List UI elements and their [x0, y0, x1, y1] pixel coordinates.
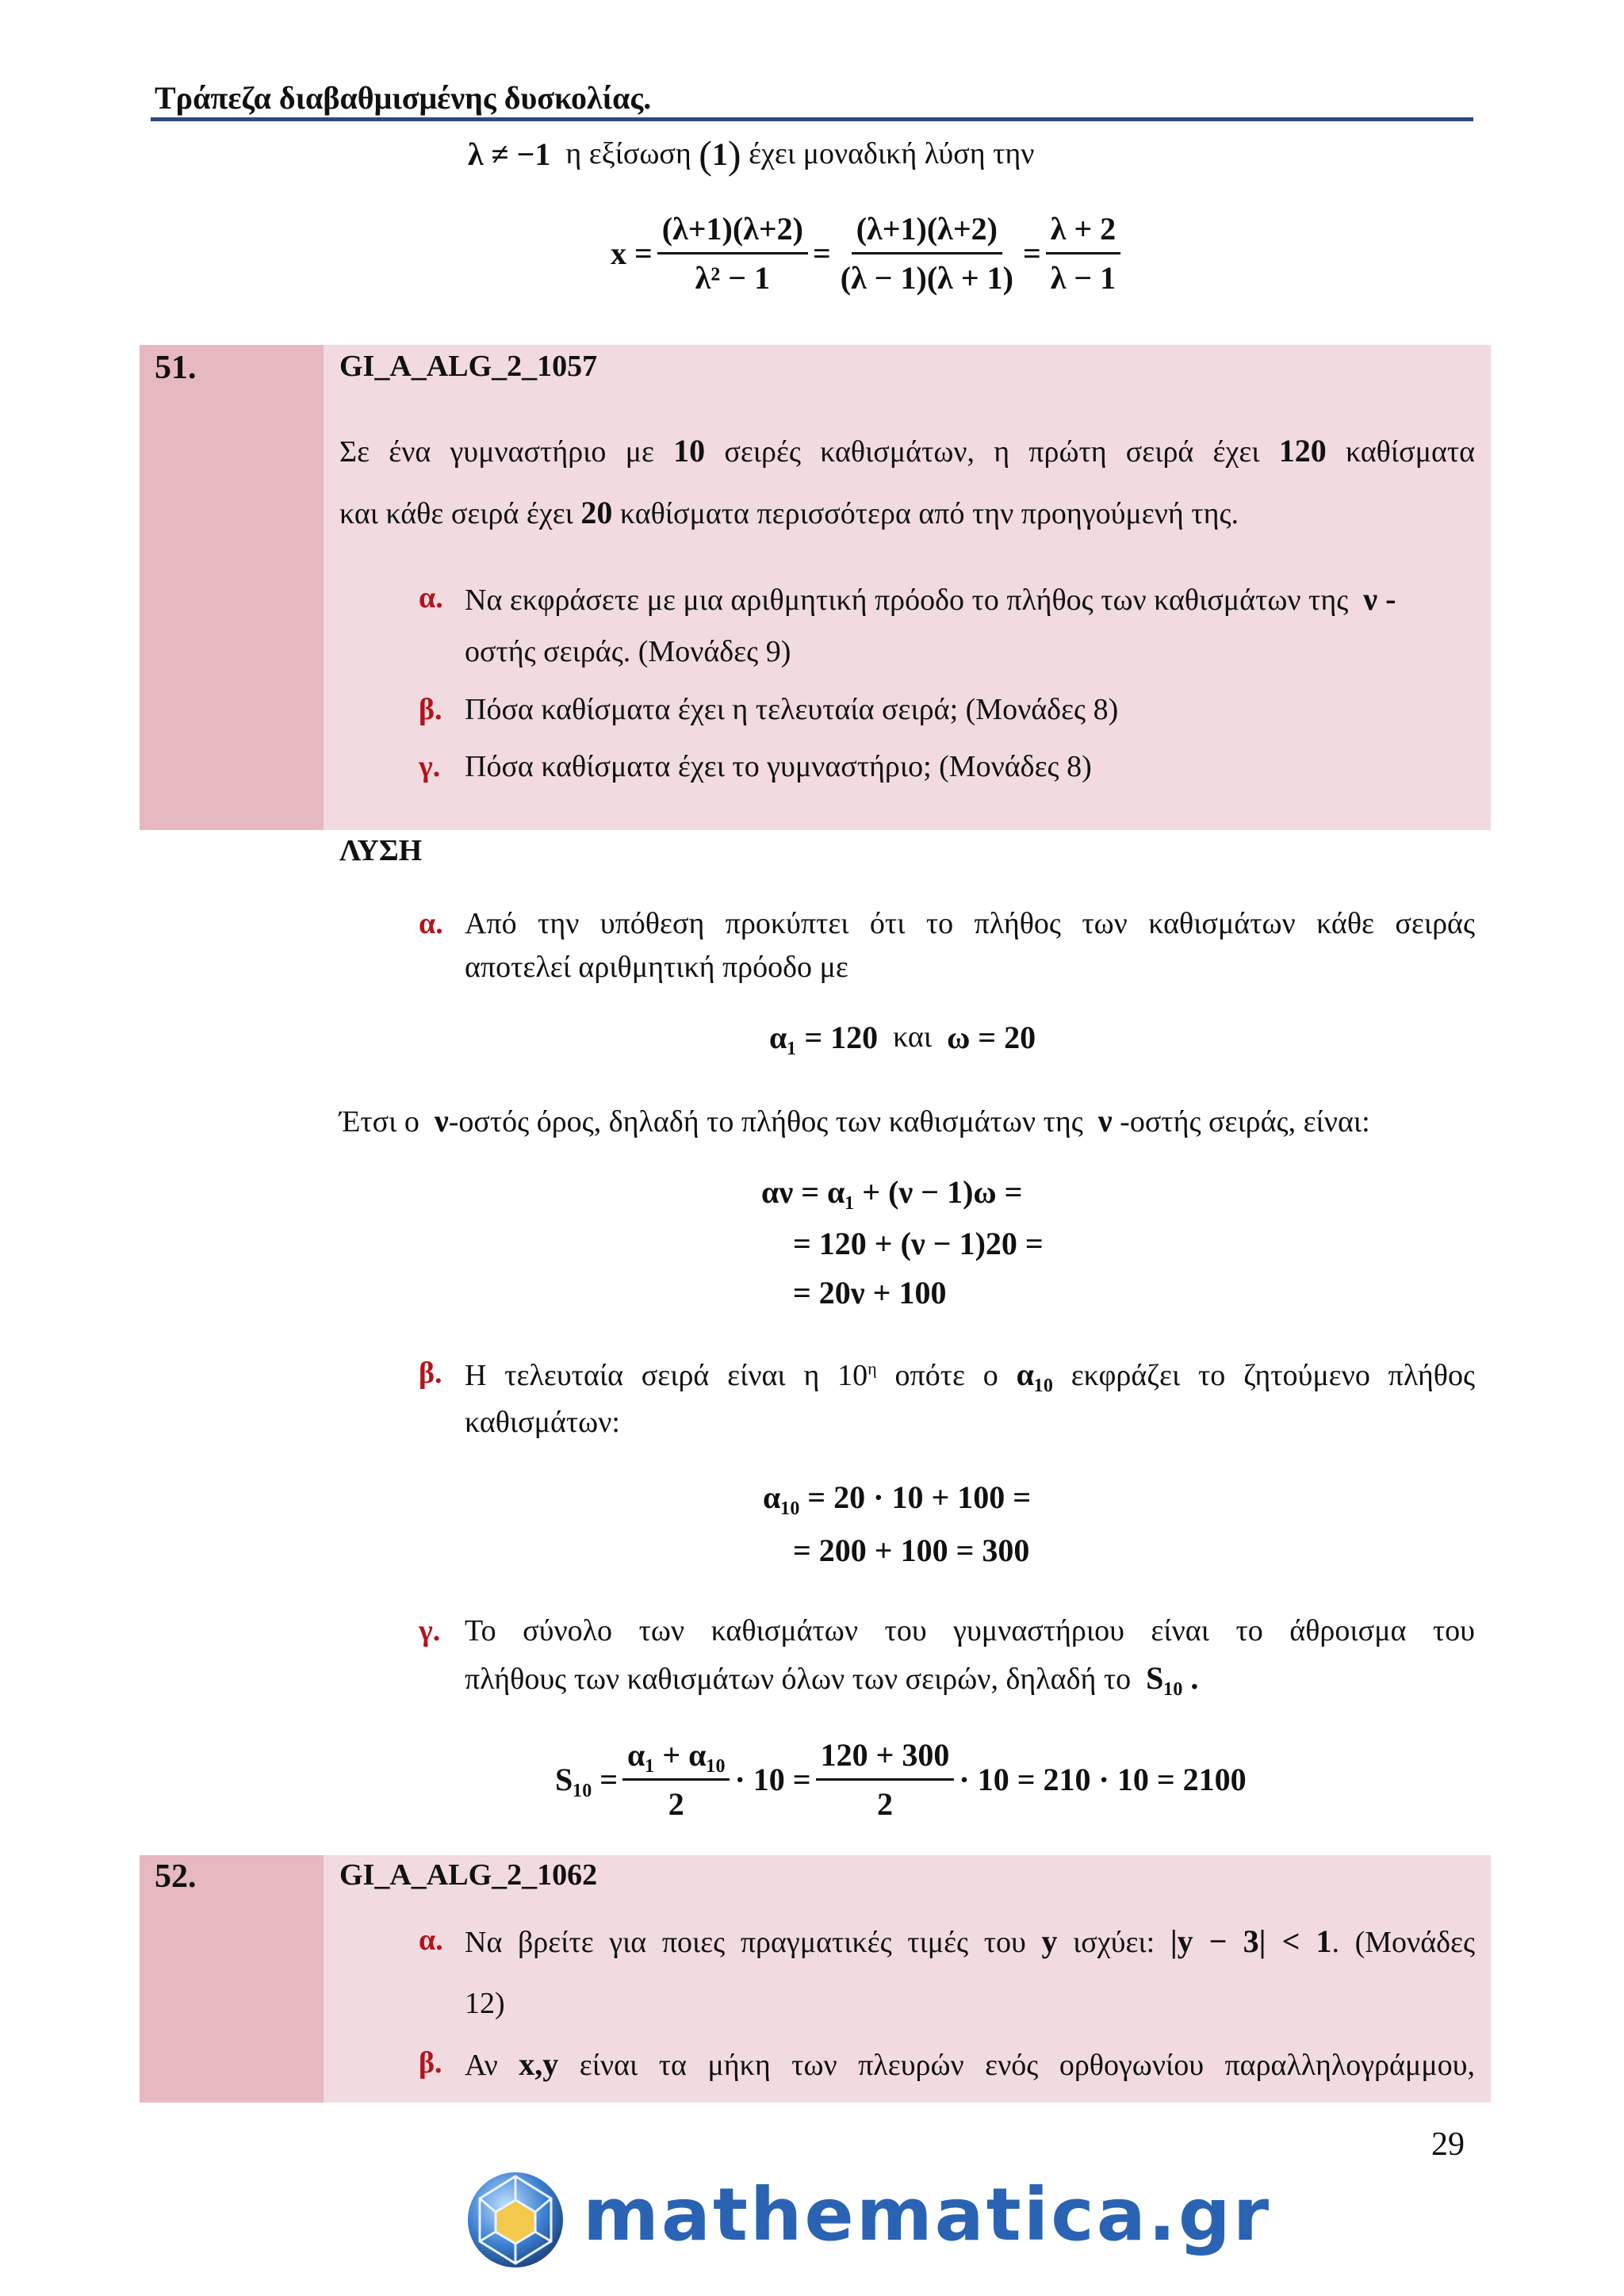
sol-b-label: β. [419, 1357, 442, 1390]
sol-s-fraction-2 [816, 1736, 955, 1823]
prev-x-var: x [611, 235, 626, 271]
p51-stmt-c: καθίσματα [1345, 435, 1476, 469]
prev-eq-paren-open: ( [699, 132, 712, 177]
sol-sum-formula [555, 1736, 1247, 1823]
sol-a-eq-left: α₁ = 120 [769, 1020, 879, 1055]
p51-qa-var: ν - [1363, 581, 1396, 617]
p51-qa-line-1 [465, 580, 1475, 619]
sol-nth-term-line [339, 1102, 1370, 1141]
prev-condition-math: λ ≠ −1 [468, 136, 551, 172]
header-rule [151, 117, 1473, 121]
p52-qa-label: α. [419, 1923, 443, 1957]
p52-qa-var: y [1041, 1923, 1058, 1959]
prev-frac1-den: λ² − 1 [695, 260, 771, 296]
sol-b-line-1 [465, 1356, 1475, 1395]
prev-condition-line [468, 131, 1034, 178]
p51-stmt-b: σειρές καθισμάτων, η πρώτη σειρά έχει [724, 435, 1260, 469]
p51-stmt-n1: 10 [673, 433, 706, 469]
p52-qb-text1: Αν [465, 2049, 498, 2082]
p52-qa-text: Να βρείτε για ποιες πραγματικές τιμές του [465, 1926, 1026, 1959]
problem-52-code: GI_A_ALG_2_1062 [339, 1858, 598, 1892]
sol-an-line-2: = 120 + (ν − 1)20 = [793, 1226, 1044, 1261]
sol-s-fraction-1 [622, 1736, 730, 1823]
p51-qa-label: α. [419, 581, 443, 614]
p51-qc-text: Πόσα καθίσματα έχει το γυμναστήριο; (Μονάδες 8) [465, 750, 1092, 783]
sol-s-left: S₁₀ = [555, 1762, 619, 1797]
p52-qa-text3: . (Μονάδες [1331, 1926, 1476, 1959]
problem-51-statement-line-1 [339, 432, 1475, 471]
sol-c-text-1: Το σύνολο των καθισμάτων του γυμναστήριου είναι το άθροισμα του [465, 1614, 1475, 1647]
sol-a-label: α. [419, 907, 443, 940]
prev-fraction-1 [657, 210, 808, 297]
p52-qb-label: β. [419, 2046, 442, 2080]
p52-qb-text2: είναι τα μήκη των πλευρών ενός ορθογωνίου παραλληλογράμμου, [579, 2049, 1475, 2082]
p52-qa-text2: ισχύει: [1073, 1926, 1155, 1959]
sol-an-line-1: αν = α₁ + (ν − 1)ω = [761, 1174, 1023, 1210]
sol-a10-line-2: = 200 + 100 = 300 [793, 1533, 1030, 1568]
sol-c-line-2 [465, 1659, 1198, 1698]
problem-52-number: 52. [155, 1858, 197, 1895]
sol-a-eq-mid: και [893, 1020, 933, 1054]
sol-a-eq-right: ω = 20 [947, 1020, 1036, 1055]
problem-51-number-cell [140, 345, 324, 830]
sol-a-equation [769, 1019, 1036, 1057]
sol-s-den1: 2 [668, 1786, 684, 1822]
sol-s-num1: α₁ + α₁₀ [622, 1736, 730, 1781]
sol-nth-v1: ν [434, 1103, 449, 1138]
sol-nth-v2: ν [1097, 1103, 1113, 1138]
sol-b-ord-group [837, 1359, 877, 1392]
p52-qb-var: x,y [519, 2046, 559, 2082]
prev-frac3-num: λ + 2 [1046, 210, 1120, 254]
sol-b-text-4: καθισμάτων: [465, 1406, 620, 1439]
problem-51-number: 51. [155, 350, 197, 386]
page-header-title: Τράπεζα διαβαθμισμένης δυσκολίας. [155, 80, 652, 116]
sol-b-ord-sup: η [868, 1358, 877, 1379]
sol-a10-line-1: α₁₀ = 20 · 10 + 100 = [763, 1479, 1032, 1515]
sol-nth-1: Έτσι ο [339, 1105, 419, 1138]
sol-c-text-2: πλήθους των καθισμάτων όλων των σειρών, δηλαδή το [465, 1663, 1132, 1696]
prev-condition-text-2: έχει μοναδική λύση την [749, 137, 1035, 171]
prev-eq-number: 1 [711, 136, 728, 172]
p52-qa-text4: 12) [465, 1987, 505, 2020]
solution-title: ΛΥΣΗ [339, 834, 423, 867]
prev-fraction-3 [1046, 210, 1120, 297]
prev-condition-text-1: η εξίσωση [565, 137, 691, 171]
prev-frac2-den: (λ − 1)(λ + 1) [840, 260, 1013, 296]
p51-qc-label: γ. [419, 750, 441, 783]
sol-s-end: · 10 = 210 · 10 = 2100 [959, 1762, 1247, 1797]
problem-51-statement-line-2 [339, 494, 1239, 533]
sol-b-text-2: οπότε ο [894, 1359, 998, 1392]
sol-s-mid: · 10 = [734, 1762, 811, 1797]
p51-stmt-a: Σε ένα γυμναστήριο με [339, 435, 654, 469]
sol-c-label: γ. [419, 1614, 441, 1647]
p51-stmt-n2: 120 [1278, 433, 1327, 469]
sol-nth-3: -οστής σειράς, είναι: [1120, 1105, 1370, 1138]
sol-an-line-3: = 20ν + 100 [793, 1275, 947, 1311]
p51-qb-text: Πόσα καθίσματα έχει η τελευταία σειρά; (Μονάδες 8) [465, 693, 1119, 726]
sol-c-var: S₁₀ . [1146, 1660, 1199, 1696]
sol-b-text-1: Η τελευταία σειρά είναι η [465, 1359, 820, 1392]
p51-qb-label: β. [419, 693, 442, 726]
p52-qa-math: |y − 3| < 1 [1170, 1923, 1332, 1959]
sol-b-text-3: εκφράζει το ζητούμενο πλήθος [1071, 1359, 1476, 1392]
p52-qa-line-1 [465, 1923, 1475, 1961]
p51-stmt-e: καθίσματα περισσότερα από την προηγούμενή της. [619, 497, 1239, 530]
prev-frac2-num: (λ+1)(λ+2) [852, 210, 1002, 254]
p51-qa-line-2: οστής σειράς. (Μονάδες 9) [465, 635, 791, 668]
p51-stmt-d: και κάθε σειρά έχει [339, 497, 573, 530]
p51-stmt-n3: 20 [580, 495, 613, 530]
logo-text: mathematica.gr [583, 2172, 1272, 2257]
sol-b-ord: 10 [837, 1359, 868, 1392]
p52-qb-line-1 [465, 2045, 1475, 2084]
prev-fraction-2 [836, 210, 1018, 297]
problem-51-code: GI_A_ALG_2_1057 [339, 350, 598, 383]
prev-frac1-num: (λ+1)(λ+2) [657, 210, 808, 254]
sol-s-den2: 2 [876, 1786, 893, 1822]
prev-solution-formula: x = $\frac{(\lambda+1)(\lambda+2)}{\text{λ² − 1}}$ = $\frac{(\lambda+1)(\lambda+2)}{(\lambda - 1)(\lambda + 1)}$ = $\frac{\lambda + 2}{\lambda - 1}$ [611, 210, 1125, 297]
sol-nth-2: -οστός όρος, δηλαδή το πλήθος των καθισμάτων της [448, 1105, 1083, 1138]
sol-b-var: α₁₀ [1016, 1357, 1053, 1392]
prev-frac3-den: λ − 1 [1050, 260, 1116, 296]
logo-polyhedron-icon [464, 2168, 567, 2271]
sol-s-num2: 120 + 300 [816, 1736, 955, 1781]
sol-a-text-2: αποτελεί αριθμητική πρόοδο με [465, 951, 848, 984]
prev-eq-paren-close: ) [727, 132, 741, 177]
p51-qa-text: Να εκφράσετε με μια αριθμητική πρόοδο το πλήθος των καθισμάτων της [465, 584, 1349, 617]
page-number: 29 [1431, 2126, 1465, 2163]
sol-a-text-1: Από την υπόθεση προκύπτει ότι το πλήθος των καθισμάτων κάθε σειράς [465, 907, 1475, 940]
